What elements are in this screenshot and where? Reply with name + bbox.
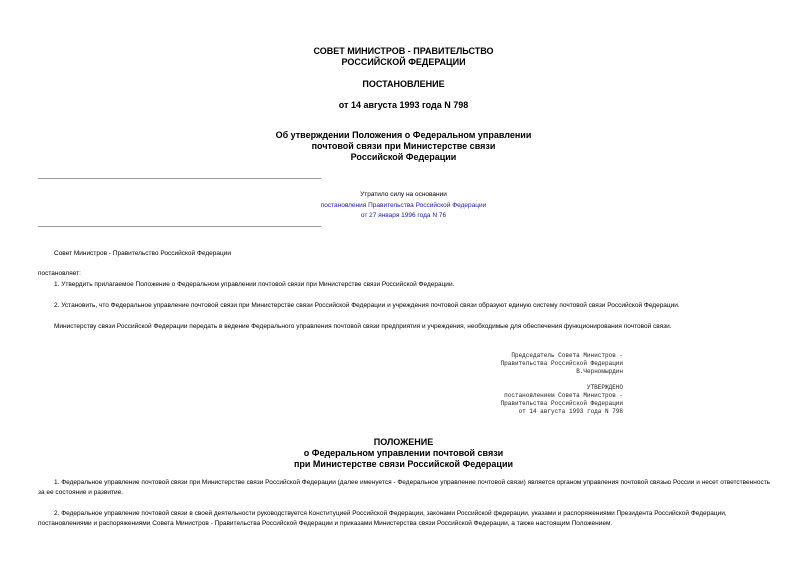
signature-block [501,352,623,376]
resolves-text: постановляет: [38,270,81,277]
regulation-paragraph-2: 2. Федеральное управление почтовой связи в своей деятельности руководствуется Конституцией Российской Федерации, законами Российской федерации, указами и распоряжениями Президента Российской Федерации, постановлениями и распоряжениями Совета Министров - Правительства Российской Федерации и приказами Министерства связи Российской Федерации, а также настоящим Положением. [38,510,727,527]
org-name-line2: РОССИЙСКОЙ ФЕДЕРАЦИИ [341,57,466,67]
document-title-line3: Российской Федерации [350,152,457,162]
regulation-title-line3: при Министерстве связи Российской Федерации [293,459,514,469]
approved-line3: Правительства Российской Федерации [500,400,623,407]
regulation-title-line2: о Федеральном управлении почтовой связи [303,448,504,458]
intro-text: Совет Министров - Правительство Российской Федерации [54,250,232,257]
signature-line1: Председатель Совета Министров - [511,352,623,359]
approved-line2: постановлением Совета Министров - [504,392,623,399]
document-title-line2: почтовой связи при Министерстве связи [311,141,496,151]
paragraph-1: 1. Утвердить прилагаемое Положение о Федеральном управлении почтовой связи при Министерстве связи Российской Федерации. [54,281,455,288]
paragraph-3: Министерству связи Российской Федерации передать в ведение Федерального управления почтовой связи предприятия и учреждения, необходимые для обеспечения функционирования почтовой связи. [54,323,672,330]
approved-line1: УТВЕРЖДЕНО [586,384,623,391]
repeal-link-line1[interactable]: постановления Правительства Российской Федерации [320,202,487,209]
document-type: ПОСТАНОВЛЕНИЕ [362,79,445,89]
document-date: от 14 августа 1993 года N 798 [338,100,469,110]
divider-bottom [38,226,321,227]
approved-line4: от 14 августа 1993 года N 798 [518,408,623,415]
signature-line2: Правительства Российской Федерации [500,360,623,367]
status-note: Утратило силу на основании [360,191,447,198]
regulation-paragraph-1: 1. Федеральное управление почтовой связи при Министерстве связи Российской Федерации (далее именуется - Федеральное управление почтовой связи) является органом управления почтовой связью России и несет ответственность за ее состояние и развитие. [38,479,771,496]
document-title-line1: Об утверждении Положения о Федеральном управлении [275,130,532,140]
approved-block [501,384,623,416]
divider-top [38,178,321,179]
signature-line3: В.Черномырдин [576,368,623,375]
regulation-title-line1: ПОЛОЖЕНИЕ [373,437,434,447]
repeal-link-line2[interactable]: от 27 января 1996 года N 76 [360,212,447,219]
paragraph-2: 2. Установить, что Федеральное управление почтовой связи при Министерстве связи Российской Федерации и учреждения почтовой связи образуют единую систему почтовой связи Российской Федерации. [54,302,680,309]
org-name-line1: СОВЕТ МИНИСТРОВ - ПРАВИТЕЛЬСТВО [313,46,494,56]
